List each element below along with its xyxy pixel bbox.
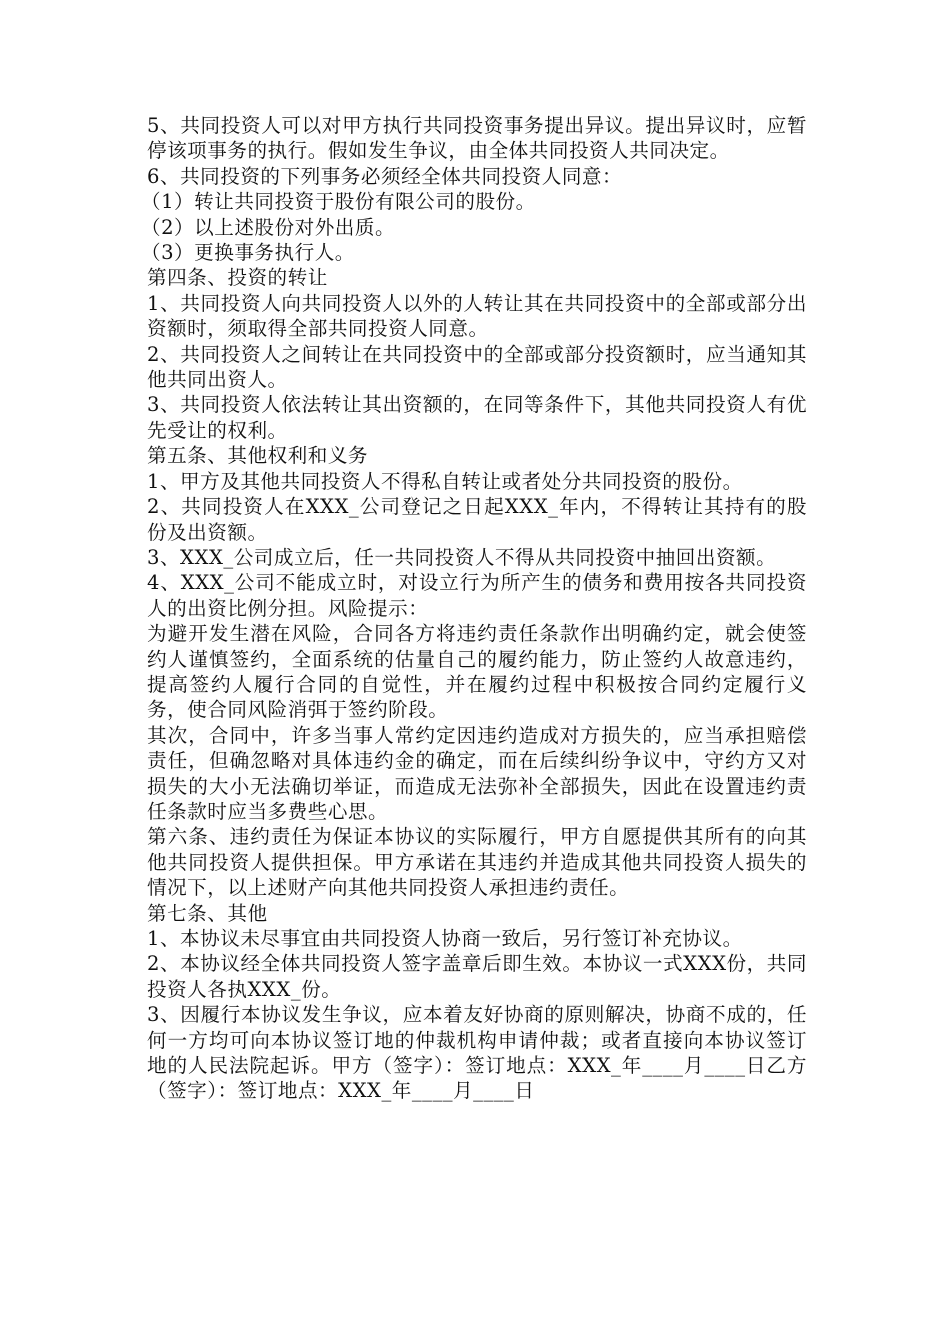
clause-paragraph: 2、共同投资人之间转让在共同投资中的全部或部分投资额时，应当通知其他共同出资人。 — [147, 342, 807, 392]
clause-paragraph: 5、共同投资人可以对甲方执行共同投资事务提出异议。提出异议时，应暂停该项事务的执行。假如发生争议，由全体共同投资人共同决定。 — [147, 114, 807, 163]
risk-note-paragraph: 其次，合同中，许多当事人常约定因违约造成对方损失的，应当承担赔偿责任，但确忽略对具体违约金的确定，而在后续纠纷争议中，守约方又对损失的大小无法确切举证，而造成无法弥补全部损失，因此在设置违约责任条款时应当多费些心思。 — [147, 723, 807, 823]
clause-paragraph: 3、XXX_公司成立后，任一共同投资人不得从共同投资中抽回出资额。 — [147, 545, 777, 569]
clause-paragraph: 3、共同投资人依法转让其出资额的，在同等条件下，其他共同投资人有优先受让的权利。 — [147, 393, 807, 442]
list-item: （2）以上述股份对外出质。 — [141, 215, 396, 239]
clause-paragraph: 1、甲方及其他共同投资人不得私自转让或者处分共同投资的股份。 — [147, 469, 743, 493]
clause-paragraph: 6、共同投资的下列事务必须经全体共同投资人同意： — [147, 164, 623, 188]
clause-paragraph: 4、XXX_公司不能成立时，对设立行为所产生的债务和费用按各共同投资人的出资比例分担。风险提示： — [147, 571, 807, 620]
list-item: （1）转让共同投资于股份有限公司的股份。 — [141, 190, 536, 214]
clause-paragraph: 1、本协议未尽事宜由共同投资人协商一致后，另行签订补充协议。 — [147, 927, 743, 950]
list-item: （3）更换事务执行人。 — [141, 241, 355, 265]
clause-paragraph: 2、本协议经全体共同投资人签字盖章后即生效。本协议一式XXX份，共同投资人各执XXX_份。 — [147, 952, 807, 1001]
clause-paragraph: 1、共同投资人向共同投资人以外的人转让其在共同投资中的全部或部分出资额时，须取得全部共同投资人同意。 — [147, 291, 807, 341]
signature-paragraph: 3、因履行本协议发生争议，应本着友好协商的原则解决，协商不成的，任何一方均可向本协议签订地的仲裁机构申请仲裁；或者直接向本协议签订地的人民法院起诉。甲方（签字）：签订地点：XXX_年____月____日乙方（签字）：签订地点：XXX_年____月____日 — [147, 1003, 807, 1103]
section-heading: 第七条、其他 — [147, 901, 268, 925]
risk-note-paragraph: 为避开发生潜在风险，合同各方将违约责任条款作出明确约定，就会使签约人谨慎签约，全面系统的估量自己的履约能力，防止签约人故意违约，提高签约人履行合同的自觉性，并在履约过程中积极按合同约定履行义务，使合同风险消弭于签约阶段。 — [147, 622, 807, 722]
clause-paragraph: 第六条、违约责任为保证本协议的实际履行，甲方自愿提供其所有的向其他共同投资人提供担保。甲方承诺在其违约并造成其他共同投资人损失的情况下，以上述财产向其他共同投资人承担违约责任。 — [147, 825, 807, 900]
section-heading: 第四条、投资的转让 — [147, 266, 328, 290]
document-body — [141, 113, 807, 1104]
section-heading: 第五条、其他权利和义务 — [147, 444, 369, 468]
clause-paragraph: 2、共同投资人在XXX_公司登记之日起XXX_年内，不得转让其持有的股份及出资额。 — [147, 495, 807, 544]
